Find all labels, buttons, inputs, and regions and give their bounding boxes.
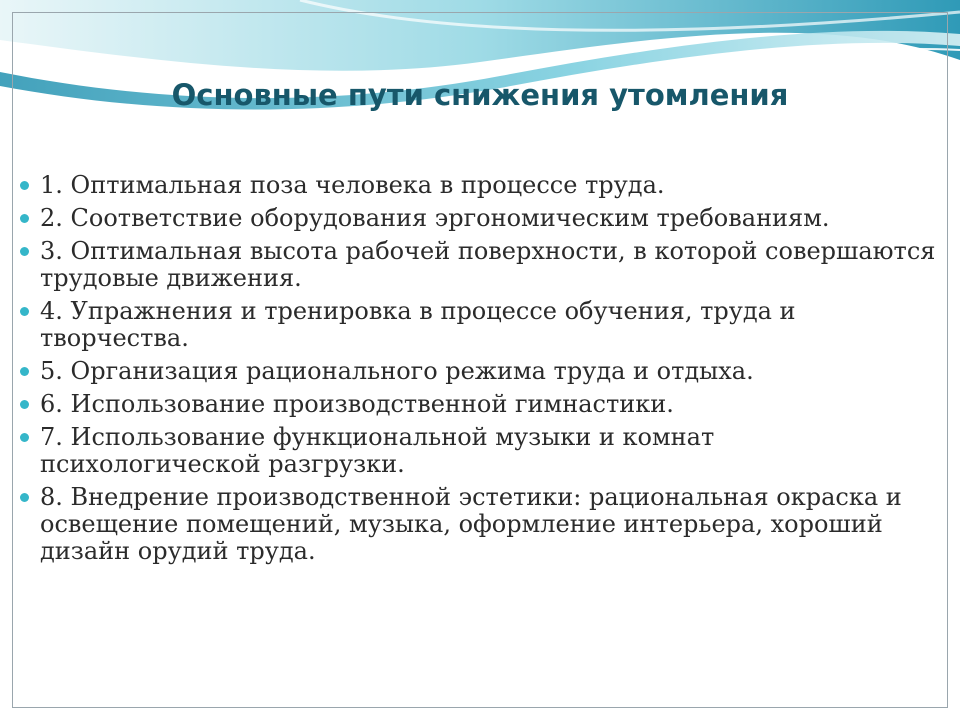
- list-item-text: 4. Упражнения и тренировка в процессе обучения, труда и творчества.: [40, 297, 796, 352]
- list-item-text: 5. Организация рационального режима труда и отдыха.: [40, 357, 754, 385]
- list-item: [20, 172, 940, 199]
- list-item: [20, 298, 940, 352]
- list-item: [20, 484, 940, 565]
- bullet-icon: [20, 214, 29, 223]
- bullet-icon: [20, 433, 29, 442]
- bullet-icon: [20, 367, 29, 376]
- list-item-text: 3. Оптимальная высота рабочей поверхности, в которой совершаются трудовые движения.: [40, 237, 936, 292]
- list-item-text: 6. Использование производственной гимнастики.: [40, 390, 674, 418]
- list-item-text: 2. Соответствие оборудования эргономическим требованиям.: [40, 204, 830, 232]
- bullet-icon: [20, 307, 29, 316]
- bullet-icon: [20, 400, 29, 409]
- bullet-icon: [20, 247, 29, 256]
- list-item-text: 7. Использование функциональной музыки и комнат психологической разгрузки.: [40, 423, 715, 478]
- bullet-icon: [20, 493, 29, 502]
- list-item-text: 1. Оптимальная поза человека в процессе труда.: [40, 171, 665, 199]
- list-item-text: 8. Внедрение производственной эстетики: рациональная окраска и освещение помещений, музыка, оформление интерьера, хороший дизайн орудий труда.: [40, 483, 902, 565]
- list-item: [20, 424, 940, 478]
- bullet-icon: [20, 181, 29, 190]
- bullet-list: [20, 172, 940, 571]
- list-item: [20, 358, 940, 385]
- list-item: [20, 205, 940, 232]
- list-item: [20, 238, 940, 292]
- list-item: [20, 391, 940, 418]
- slide-title: Основные пути снижения утомления: [171, 78, 789, 112]
